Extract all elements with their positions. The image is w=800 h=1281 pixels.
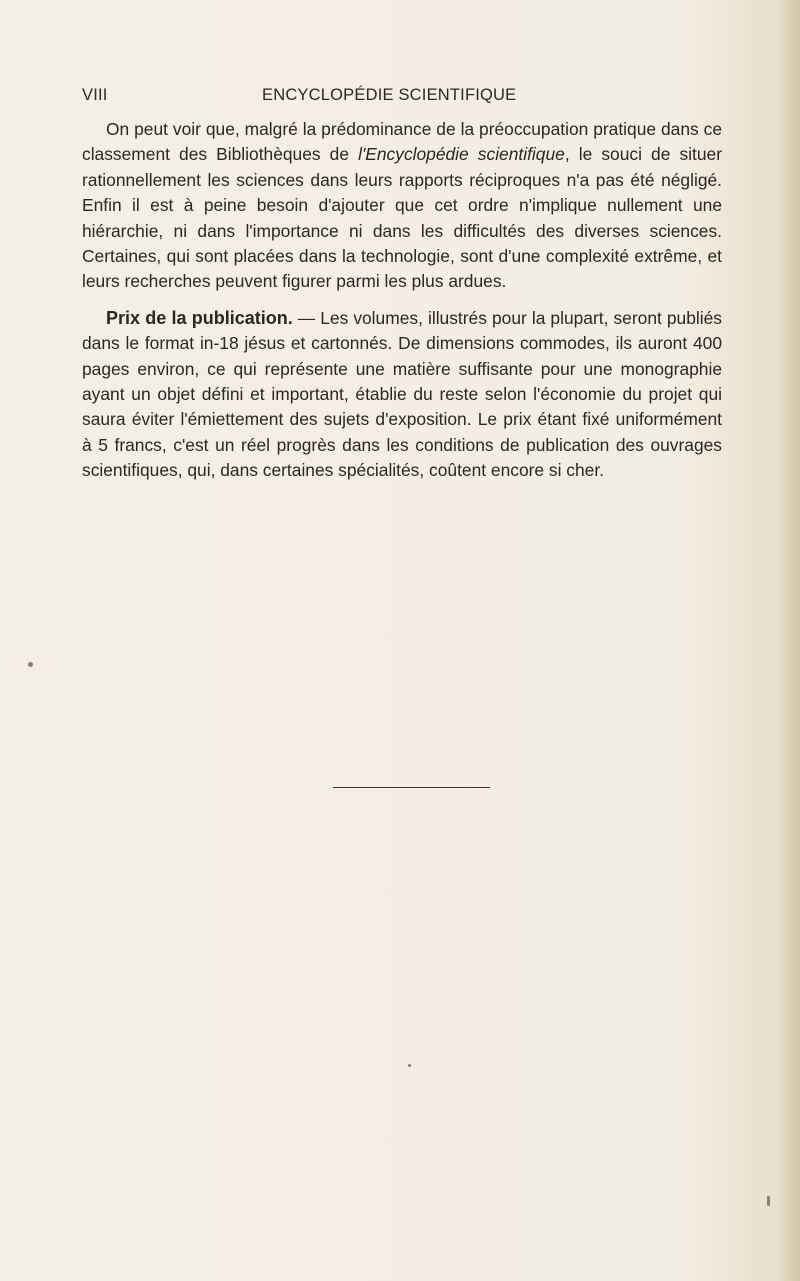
paragraph-text: — Les volumes, illustrés pour la plupart, seront publiés dans le format in-18 jésus et cartonnés. De dimensions commodes, ils auront 400 pages environ, ce qui représente une matière suffisante pour une monographie ayant un objet défini et important, établie du reste selon l'économie du projet qui saura éviter l'émiettement des sujets d'exposition. Le prix étant fixé uniformément à 5 francs, c'est un réel progrès dans les conditions de publication des ouvrages scientifiques, qui, dans certaines spécialités, coûtent encore si cher. [82, 307, 722, 481]
body-text [82, 117, 722, 484]
paragraph-text: On peut voir que, malgré la prédominance de la préoccupation pratique dans ce classement des Bibliothèques de [82, 119, 722, 165]
page-header [82, 86, 722, 112]
paragraph-classification [82, 117, 722, 295]
paper-speck [767, 1196, 770, 1206]
running-head: ENCYCLOPÉDIE SCIENTIFIQUE [262, 86, 517, 104]
paragraph-pricing [82, 306, 722, 484]
paragraph-text: , le souci de situer rationnellement les sciences dans leurs rapports réciproques n'a pas été négligé. Enfin il est à peine besoin d'ajouter que cet ordre n'implique nullement une hiérarchie, ni dans l'importance ni dans les difficultés des diverses sciences. Certaines, qui sont placées dans la technologie, sont d'une complexité extrême, et leurs recherches peuvent figurer parmi les plus ardues. [82, 144, 722, 292]
italic-title: l'Encyclopédie scientifique [358, 144, 565, 165]
section-title: Prix de la publication. [106, 307, 293, 328]
page-number: VIII [82, 86, 108, 104]
paper-speck [28, 662, 33, 667]
paper-speck [408, 1064, 411, 1067]
page-edge-shadow [778, 0, 800, 1281]
divider-rule [333, 787, 490, 788]
